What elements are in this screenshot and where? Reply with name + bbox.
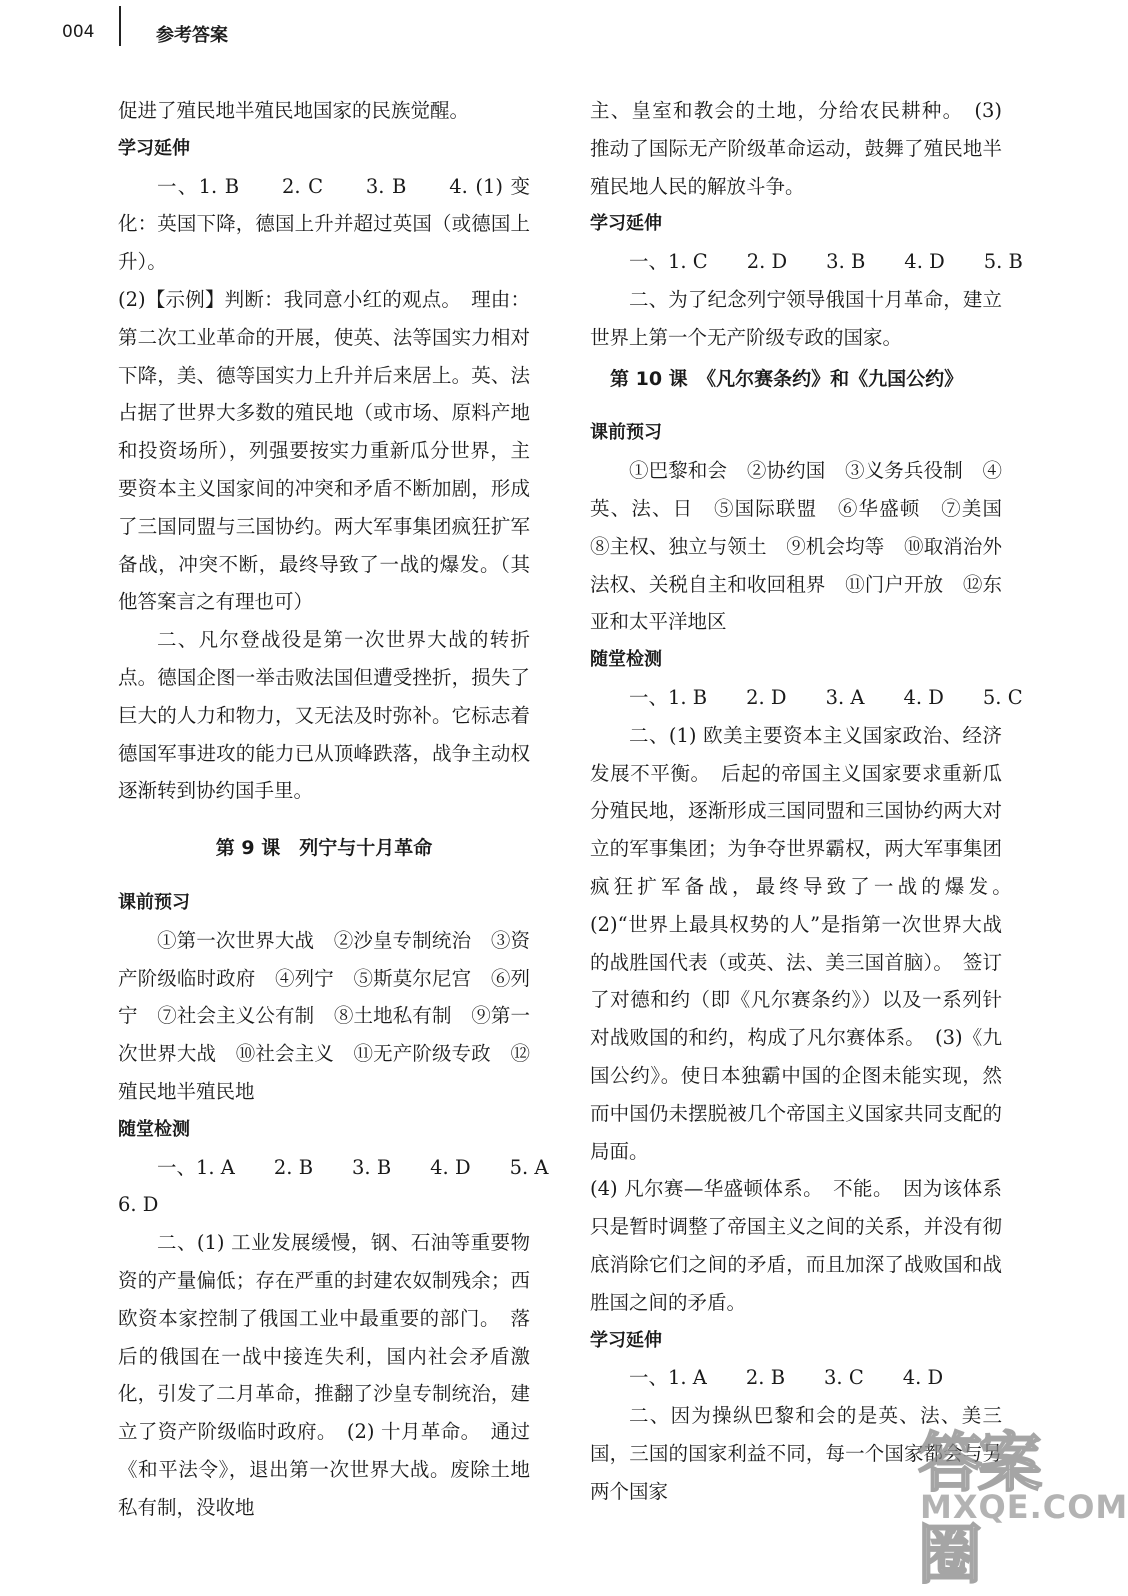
section-heading: 学习延伸 [118, 137, 190, 159]
section-heading: 随堂检测 [590, 649, 662, 671]
preview-answers: ①第一次世界大战 ②沙皇专制统治 ③资产阶级临时政府 ④列宁 ⑤斯莫尔尼宫 ⑥列宁 ⑦社会主义公有制 ⑧土地私有制 ⑨第一次世界大战 ⑩社会主义 ⑪无产阶级专政 ⑫殖民地半殖民地 [118, 928, 530, 1103]
answer-paragraph: 二、(1) 工业发展缓慢，钢、石油等重要物资的产量偏低；存在严重的封建农奴制残余；西欧资本家控制了俄国工业中最重要的部门。 落后的俄国在一战中接连失利，国内社会矛盾激化，引发了二月革命，推翻了沙皇专制统治，建立了资产阶级临时政府。 (2) 十月革命。 通过《和平法令》，退出第一次世界大战。废除土地私有制，没收地 [118, 1231, 530, 1519]
page-title: 参考答案 [156, 25, 228, 46]
section-heading: 学习延伸 [590, 213, 662, 235]
left-column [118, 92, 549, 1526]
choice-answers: 6. D [118, 1193, 159, 1217]
lesson-title: 第 10 课 《凡尔赛条约》和《九国公约》 [610, 367, 964, 390]
answer-paragraph: (4) 凡尔赛—华盛顿体系。 不能。 因为该体系只是暂时调整了帝国主义之间的关系，并没有彻底消除它们之间的矛盾，而且加深了战败国和战胜国之间的矛盾。 [590, 1177, 1002, 1314]
watermark-text: 答案圈 [918, 1427, 1038, 1593]
section-heading: 学习延伸 [590, 1329, 662, 1351]
choice-answers: 一、1. B 2. D 3. A 4. D 5. C [590, 685, 1023, 709]
text-paragraph: 主、皇室和教会的土地，分给农民耕种。 (3) 推动了国际无产阶级革命运动，鼓舞了殖民地半殖民地人民的解放斗争。 [590, 99, 1002, 198]
answer-paragraph: 一、1. B 2. C 3. B 4. (1) 变化：英国下降，德国上升并超过英国（或德国上升）。 [118, 174, 530, 274]
section-heading: 课前预习 [118, 891, 190, 913]
watermark-logo [912, 1412, 1128, 1593]
page-number: 004 [62, 22, 95, 42]
choice-answers: 一、1. A 2. B 3. B 4. D 5. A [118, 1155, 549, 1179]
page-header [62, 18, 462, 52]
answer-paragraph: 二、因为操纵巴黎和会的是英、法、美三国，三国的国家利益不同，每一个国家都会与另两个国家 [590, 1404, 1002, 1503]
watermark-domain: MXQE.COM [920, 1488, 1128, 1526]
header-divider [119, 6, 121, 46]
choice-answers: 一、1. A 2. B 3. C 4. D [590, 1366, 944, 1390]
answer-paragraph: 二、为了纪念列宁领导俄国十月革命，建立世界上第一个无产阶级专政的国家。 [590, 287, 1002, 349]
answer-paragraph: 二、(1) 欧美主要资本主义国家政治、经济发展不平衡。 后起的帝国主义国家要求重新瓜分殖民地，逐渐形成三国同盟和三国协约两大对立的军事集团；为争夺世界霸权，两大军事集团疯狂扩军备战，最终导致了一战的爆发。 (2)“世界上最具权势的人”是指第一次世界大战的战胜国代表（或英、法、美三国首脑）。 签订了对德和约（即《凡尔赛条约》）以及一系列针对战败国的和约，构成了凡尔赛体系。 (3)《九国公约》。使日本独霸中国的企图未能实现，然而中国仍未摆脱被几个帝国主义国家共同支配的局面。 [590, 723, 1022, 1163]
answer-paragraph: 二、凡尔登战役是第一次世界大战的转折点。德国企图一举击败法国但遭受挫折，损失了巨大的人力和物力，又无法及时弥补。它标志着德国军事进攻的能力已从顶峰跌落，战争主动权逐渐转到协约国手里。 [118, 628, 530, 803]
text-paragraph: 促进了殖民地半殖民地国家的民族觉醒。 [118, 99, 470, 122]
section-heading: 随堂检测 [118, 1118, 190, 1140]
choice-answers: 一、1. C 2. D 3. B 4. D 5. B [590, 250, 1023, 274]
answer-paragraph: (2)【示例】判断：我同意小红的观点。 理由：第二次工业革命的开展，使英、法等国实力相对下降，美、德等国实力上升并后来居上。英、法占据了世界大多数的殖民地（或市场、原料产地和投资场所），列强要按实力重新瓜分世界，主要资本主义国家间的冲突和矛盾不断加剧，形成了三国同盟与三国协约。两大军事集团疯狂扩军备战，冲突不断，最终导致了一战的爆发。（其他答案言之有理也可） [118, 287, 530, 614]
lesson-title: 第 9 课 列宁与十月革命 [215, 837, 433, 860]
preview-answers: ①巴黎和会 ②协约国 ③义务兵役制 ④英、法、日 ⑤国际联盟 ⑥华盛顿 ⑦美国 ⑧主权、独立与领土 ⑨机会均等 ⑩取消治外法权、关税自主和收回租界 ⑪门户开放 ⑫东亚和太平洋地区 [590, 459, 1022, 634]
section-heading: 课前预习 [590, 422, 662, 444]
right-column [590, 92, 1023, 1510]
